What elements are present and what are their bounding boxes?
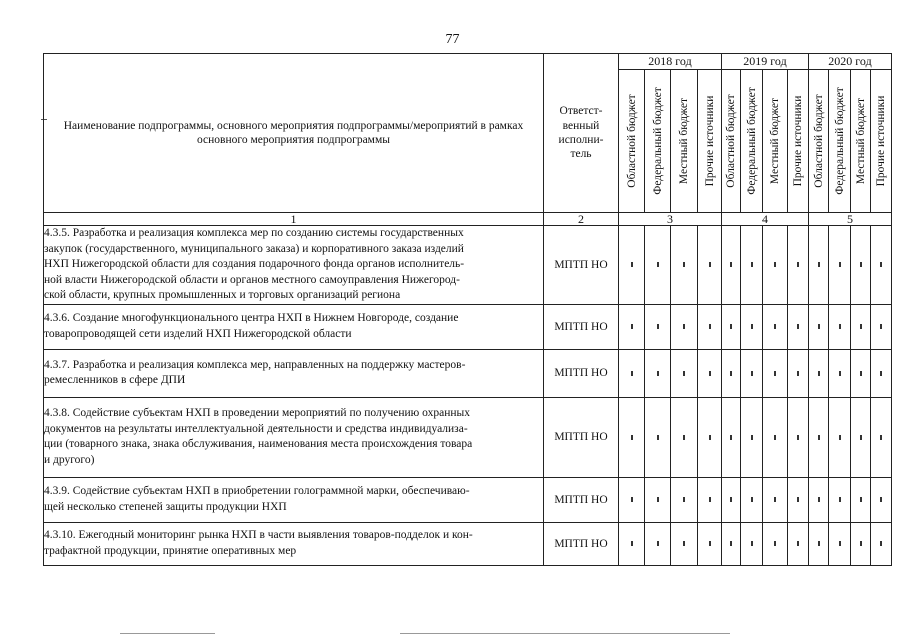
funding-cell — [698, 397, 722, 477]
empty-value-mark — [751, 497, 753, 502]
funding-cell — [645, 349, 671, 397]
funding-cell — [619, 349, 645, 397]
empty-value-mark — [683, 497, 685, 502]
responsible-executor: МПТП НО — [544, 477, 619, 522]
funding-cell — [619, 522, 645, 565]
col-number-4: 4 — [722, 213, 809, 226]
empty-value-mark — [730, 497, 732, 502]
measure-description — [44, 304, 544, 349]
year-2019-header: 2019 год — [722, 54, 809, 70]
funding-cell — [829, 304, 851, 349]
empty-value-mark — [860, 497, 862, 502]
table-row — [44, 304, 892, 349]
funding-cell — [788, 477, 809, 522]
empty-value-mark — [774, 541, 776, 546]
funding-cell — [722, 477, 741, 522]
empty-value-mark — [730, 541, 732, 546]
funding-cell — [788, 522, 809, 565]
empty-value-mark — [774, 435, 776, 440]
funding-source-header: Областной бюджет — [809, 70, 829, 213]
funding-cell — [645, 226, 671, 305]
funding-cell — [722, 397, 741, 477]
table-row — [44, 477, 892, 522]
page-number: 77 — [445, 32, 460, 47]
funding-cell — [851, 304, 871, 349]
footer-rule-left — [120, 633, 215, 634]
empty-value-mark — [683, 324, 685, 329]
funding-cell — [698, 226, 722, 305]
empty-value-mark — [751, 324, 753, 329]
empty-value-mark — [631, 435, 633, 440]
description-line: 4.3.8. Содействие субъектам НХП в проведении мероприятий по получению охранных — [44, 407, 470, 419]
funding-cell — [763, 397, 788, 477]
description-line: 4.3.9. Содействие субъектам НХП в приобретении голограммной марки, обеспечиваю- — [44, 485, 470, 497]
funding-cell — [871, 349, 892, 397]
responsible-executor: МПТП НО — [544, 226, 619, 305]
funding-cell — [809, 477, 829, 522]
empty-value-mark — [730, 262, 732, 267]
funding-cell — [829, 397, 851, 477]
funding-cell — [763, 304, 788, 349]
empty-value-mark — [818, 497, 820, 502]
empty-value-mark — [631, 541, 633, 546]
empty-value-mark — [774, 324, 776, 329]
description-line: трафактной продукции, принятие оперативных мер — [44, 544, 297, 557]
funding-cell — [788, 226, 809, 305]
description-line: НХП Нижегородской области для создания подарочного фонда органов исполнитель- — [44, 258, 465, 270]
funding-cell — [619, 397, 645, 477]
empty-value-mark — [839, 262, 841, 267]
funding-source-header: Прочие источники — [871, 70, 892, 213]
empty-value-mark — [797, 497, 799, 502]
funding-cell — [763, 226, 788, 305]
funding-cell — [788, 397, 809, 477]
empty-value-mark — [631, 497, 633, 502]
year-2018-header: 2018 год — [619, 54, 722, 70]
responsible-executor: МПТП НО — [544, 397, 619, 477]
funding-source-header: Местный бюджет — [851, 70, 871, 213]
funding-source-header: Областной бюджет — [722, 70, 741, 213]
funding-cell — [645, 477, 671, 522]
empty-value-mark — [880, 541, 882, 546]
measure-description — [44, 397, 544, 477]
funding-cell — [788, 304, 809, 349]
description-line: ной власти Нижегородской области и органов местного самоуправления Нижегород- — [44, 273, 460, 286]
funding-source-header: Федеральный бюджет — [741, 70, 763, 213]
funding-cell — [851, 397, 871, 477]
description-line: документов на результаты интеллектуальной деятельности и средства индивидуализа- — [44, 422, 468, 435]
measure-description — [44, 477, 544, 522]
column-number-row — [44, 213, 892, 226]
funding-cell — [763, 349, 788, 397]
header-responsible-column: Ответст- венный исполни- тель — [544, 54, 619, 213]
funding-cell — [871, 477, 892, 522]
responsible-executor: МПТП НО — [544, 304, 619, 349]
funding-cell — [741, 304, 763, 349]
description-line: ции (товарного знака, знака обслуживания, наименования места происхождения товара — [44, 438, 473, 450]
funding-source-header: Местный бюджет — [671, 70, 698, 213]
empty-value-mark — [797, 435, 799, 440]
funding-cell — [871, 226, 892, 305]
funding-cell — [763, 522, 788, 565]
empty-value-mark — [751, 262, 753, 267]
funding-source-header: Прочие источники — [788, 70, 809, 213]
funding-cell — [645, 522, 671, 565]
empty-value-mark — [631, 262, 633, 267]
footer-rule-right — [400, 633, 730, 634]
empty-value-mark — [709, 541, 711, 546]
description-line: ской области, крупных промышленных и торговых организаций региона — [44, 289, 401, 301]
empty-value-mark — [774, 371, 776, 376]
funding-source-header: Федеральный бюджет — [829, 70, 851, 213]
empty-value-mark — [839, 497, 841, 502]
empty-value-mark — [860, 371, 862, 376]
funding-cell — [788, 349, 809, 397]
funding-cell — [645, 304, 671, 349]
empty-value-mark — [860, 541, 862, 546]
empty-value-mark — [631, 371, 633, 376]
col-number-5: 5 — [809, 213, 892, 226]
funding-cell — [809, 226, 829, 305]
empty-value-mark — [818, 541, 820, 546]
funding-cell — [671, 226, 698, 305]
funding-source-header: Прочие источники — [698, 70, 722, 213]
empty-value-mark — [631, 324, 633, 329]
header-name-column: Наименование подпрограммы, основного мероприятия подпрограммы/мероприятий в рамках основного мероприятия подпрограммы — [44, 54, 544, 213]
empty-value-mark — [797, 371, 799, 376]
year-2020-header: 2020 год — [809, 54, 892, 70]
responsible-executor: МПТП НО — [544, 349, 619, 397]
description-line: 4.3.7. Разработка и реализация комплекса мер, направленных на поддержку мастеров- — [44, 358, 466, 371]
funding-source-header: Федеральный бюджет — [645, 70, 671, 213]
empty-value-mark — [683, 371, 685, 376]
measure-description — [44, 226, 544, 305]
funding-cell — [809, 397, 829, 477]
col-number-2: 2 — [544, 213, 619, 226]
funding-cell — [645, 397, 671, 477]
description-line: 4.3.5. Разработка и реализация комплекса мер по созданию системы государственных — [44, 227, 464, 239]
funding-cell — [851, 522, 871, 565]
empty-value-mark — [880, 435, 882, 440]
funding-cell — [829, 522, 851, 565]
funding-cell — [809, 522, 829, 565]
funding-source-header: Местный бюджет — [763, 70, 788, 213]
empty-value-mark — [818, 435, 820, 440]
funding-cell — [722, 349, 741, 397]
empty-value-mark — [657, 371, 659, 376]
empty-value-mark — [709, 324, 711, 329]
empty-value-mark — [751, 371, 753, 376]
funding-cell — [698, 304, 722, 349]
description-line: закупок (государственного, муниципального заказа) и корпоративного заказа изделий — [44, 242, 464, 255]
empty-value-mark — [774, 262, 776, 267]
empty-value-mark — [818, 371, 820, 376]
funding-cell — [671, 522, 698, 565]
funding-cell — [671, 477, 698, 522]
col-number-1: 1 — [44, 213, 544, 226]
table-row — [44, 226, 892, 305]
funding-cell — [763, 477, 788, 522]
funding-cell — [871, 397, 892, 477]
funding-source-header: Областной бюджет — [619, 70, 645, 213]
empty-value-mark — [880, 262, 882, 267]
empty-value-mark — [839, 541, 841, 546]
funding-cell — [671, 397, 698, 477]
empty-value-mark — [709, 497, 711, 502]
empty-value-mark — [683, 435, 685, 440]
description-line: ремесленников в сфере ДПИ — [44, 374, 186, 386]
funding-cell — [809, 304, 829, 349]
funding-cell — [722, 522, 741, 565]
col-number-3: 3 — [619, 213, 722, 226]
program-table — [43, 53, 892, 566]
description-line: и другого) — [44, 453, 95, 466]
empty-value-mark — [730, 324, 732, 329]
funding-cell — [619, 226, 645, 305]
responsible-executor: МПТП НО — [544, 522, 619, 565]
funding-cell — [741, 349, 763, 397]
funding-cell — [809, 349, 829, 397]
empty-value-mark — [730, 371, 732, 376]
funding-cell — [619, 304, 645, 349]
empty-value-mark — [880, 497, 882, 502]
funding-cell — [871, 304, 892, 349]
empty-value-mark — [797, 262, 799, 267]
empty-value-mark — [880, 371, 882, 376]
empty-value-mark — [657, 435, 659, 440]
funding-cell — [722, 226, 741, 305]
empty-value-mark — [751, 435, 753, 440]
empty-value-mark — [860, 435, 862, 440]
funding-cell — [671, 349, 698, 397]
empty-value-mark — [683, 262, 685, 267]
measure-description — [44, 522, 544, 565]
empty-value-mark — [797, 324, 799, 329]
description-line: щей несколько степеней защиты продукции НХП — [44, 500, 287, 513]
funding-cell — [722, 304, 741, 349]
table-row — [44, 397, 892, 477]
empty-value-mark — [657, 497, 659, 502]
funding-cell — [871, 522, 892, 565]
description-line: 4.3.6. Создание многофункционального центра НХП в Нижнем Новгороде, создание — [44, 312, 459, 324]
funding-cell — [741, 226, 763, 305]
empty-value-mark — [818, 262, 820, 267]
empty-value-mark — [657, 324, 659, 329]
funding-cell — [851, 226, 871, 305]
empty-value-mark — [709, 262, 711, 267]
empty-value-mark — [818, 324, 820, 329]
table-row — [44, 349, 892, 397]
measure-description — [44, 349, 544, 397]
funding-cell — [741, 397, 763, 477]
funding-cell — [698, 477, 722, 522]
empty-value-mark — [880, 324, 882, 329]
funding-cell — [741, 477, 763, 522]
table-row — [44, 522, 892, 565]
empty-value-mark — [860, 262, 862, 267]
description-line: товаропроводящей сети изделий НХП Нижегородской области — [44, 327, 352, 340]
funding-cell — [829, 349, 851, 397]
empty-value-mark — [683, 541, 685, 546]
empty-value-mark — [774, 497, 776, 502]
empty-value-mark — [657, 541, 659, 546]
description-line: 4.3.10. Ежегодный мониторинг рынка НХП в части выявления товаров-подделок и кон- — [44, 529, 473, 541]
empty-value-mark — [797, 541, 799, 546]
funding-cell — [851, 349, 871, 397]
empty-value-mark — [730, 435, 732, 440]
funding-cell — [698, 522, 722, 565]
empty-value-mark — [709, 435, 711, 440]
empty-value-mark — [860, 324, 862, 329]
funding-cell — [829, 226, 851, 305]
funding-cell — [698, 349, 722, 397]
funding-cell — [619, 477, 645, 522]
funding-cell — [851, 477, 871, 522]
funding-cell — [671, 304, 698, 349]
funding-cell — [829, 477, 851, 522]
empty-value-mark — [839, 324, 841, 329]
empty-value-mark — [839, 371, 841, 376]
empty-value-mark — [751, 541, 753, 546]
empty-value-mark — [839, 435, 841, 440]
empty-value-mark — [709, 371, 711, 376]
empty-value-mark — [657, 262, 659, 267]
funding-cell — [741, 522, 763, 565]
